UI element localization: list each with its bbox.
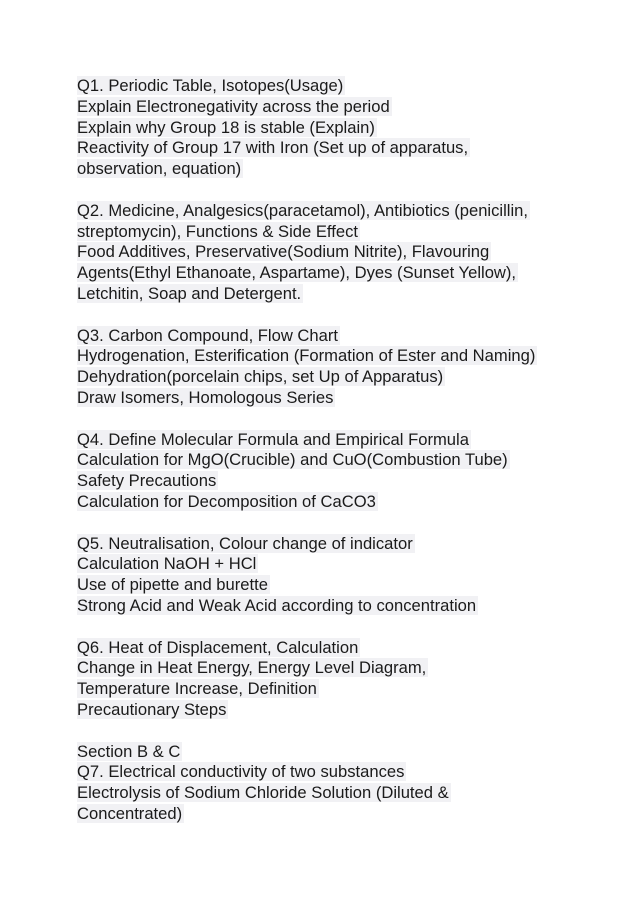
text-line: Q6. Heat of Displacement, Calculation [77,637,359,657]
text-line: Agents(Ethyl Ethanoate, Aspartame), Dyes (Sunset Yellow), [77,263,517,283]
document-page [77,76,617,845]
question-6-block [77,638,617,721]
section-b-c-block [77,742,617,825]
text-line: Letchitin, Soap and Detergent. [77,283,302,303]
text-line: Electrolysis of Sodium Chloride Solution (Diluted & [77,783,449,803]
text-line: Q3. Carbon Compound, Flow Chart [77,325,339,345]
question-1-block [77,76,617,180]
text-line: Calculation for Decomposition of CaCO3 [77,491,376,511]
text-line: observation, equation) [77,159,242,179]
section-heading: Section B & C [77,741,181,761]
text-line: Q4. Define Molecular Formula and Empirical Formula [77,429,469,449]
text-line: Change in Heat Energy, Energy Level Diagram, [77,658,427,678]
text-line: Draw Isomers, Homologous Series [77,387,334,407]
text-line: Reactivity of Group 17 with Iron (Set up of apparatus, [77,138,469,158]
text-line: Calculation for MgO(Crucible) and CuO(Combustion Tube) [77,450,508,470]
text-line: Food Additives, Preservative(Sodium Nitrite), Flavouring [77,242,490,262]
question-3-block [77,326,617,409]
question-2-block [77,201,617,305]
text-line: Q5. Neutralisation, Colour change of indicator [77,533,413,553]
question-4-block [77,430,617,513]
text-line: streptomycin), Functions & Side Effect [77,221,358,241]
text-line: Temperature Increase, Definition [77,679,317,699]
text-line: Explain Electronegativity across the period [77,96,390,116]
text-line: Q7. Electrical conductivity of two substances [77,762,405,782]
text-line: Explain why Group 18 is stable (Explain) [77,117,375,137]
text-line: Dehydration(porcelain chips, set Up of Apparatus) [77,367,444,387]
text-line: Use of pipette and burette [77,575,268,595]
text-line: Concentrated) [77,803,183,823]
text-line: Hydrogenation, Esterification (Formation of Ester and Naming) [77,346,536,366]
text-line: Q2. Medicine, Analgesics(paracetamol), Antibiotics (penicillin, [77,200,529,220]
text-line: Calculation NaOH + HCl [77,554,257,574]
text-line: Precautionary Steps [77,699,227,719]
text-line: Q1. Periodic Table, Isotopes(Usage) [77,76,344,95]
text-line: Strong Acid and Weak Acid according to concentration [77,595,477,615]
text-line: Safety Precautions [77,471,217,491]
question-5-block [77,534,617,617]
